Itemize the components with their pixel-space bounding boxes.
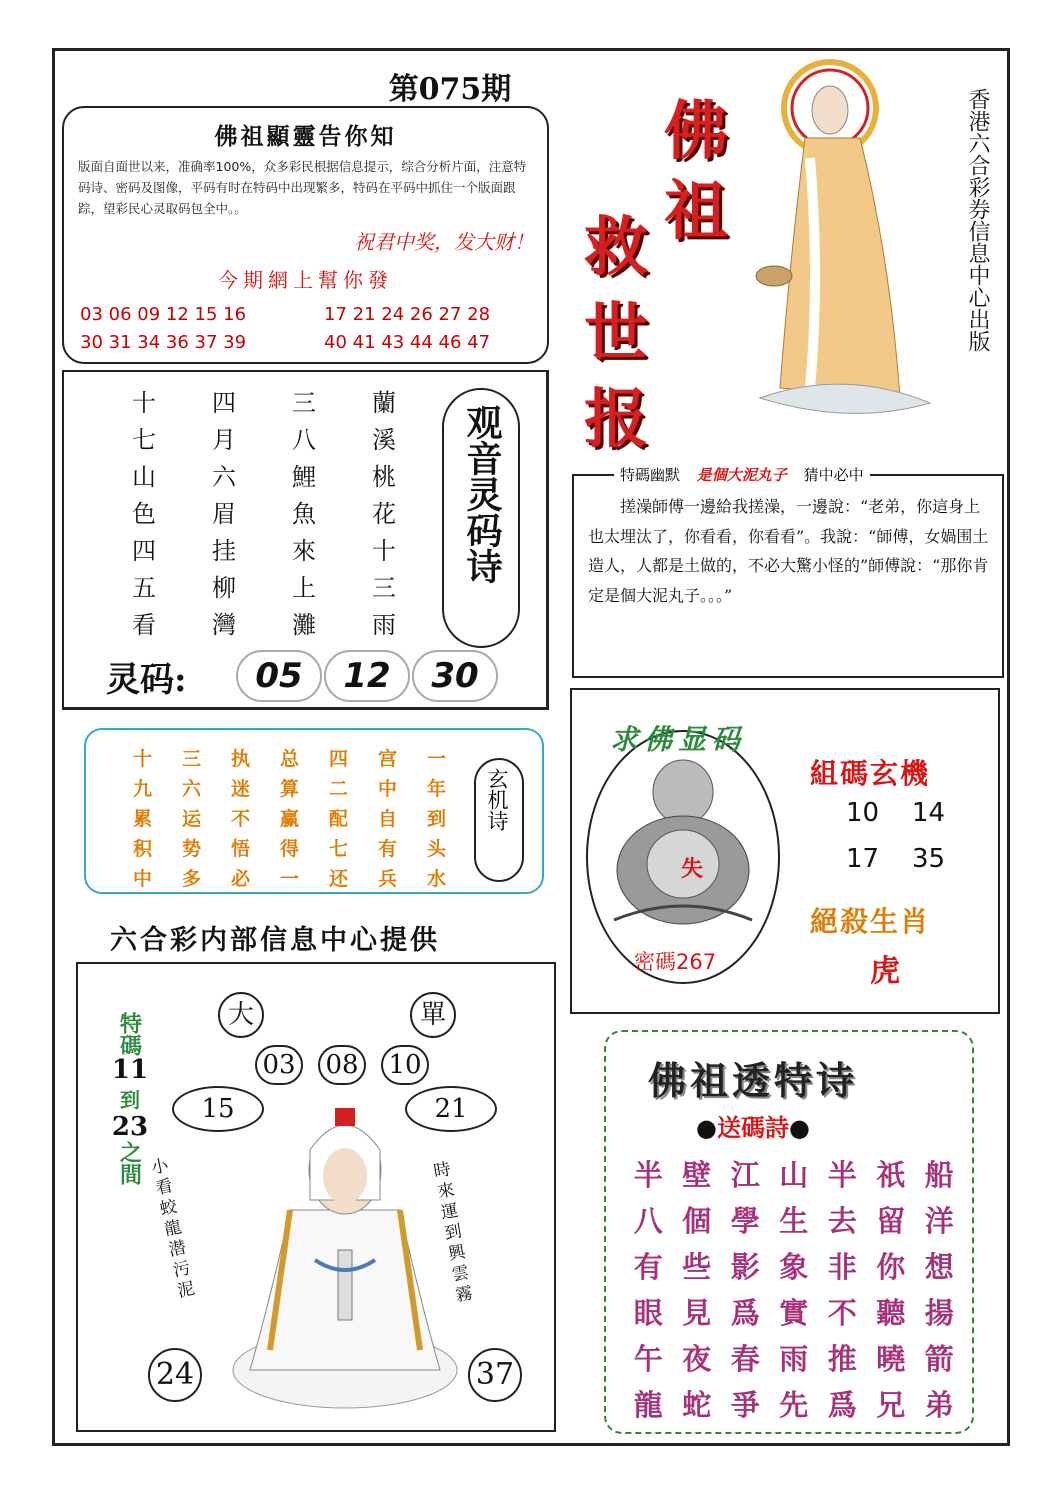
songma-title: 送碼詩 [716, 1114, 789, 1142]
poem-char: 赢 [279, 807, 299, 830]
poem-char: 桃 [372, 463, 396, 491]
guanyin-standing-image [750, 58, 940, 426]
poem-char: 八 [292, 426, 316, 454]
poem-char: 必 [230, 867, 250, 890]
poem-char: 二 [328, 777, 348, 800]
big-circle: 大 [218, 992, 264, 1038]
poem-row [118, 772, 461, 802]
poem-char: 宫 [377, 747, 397, 770]
xuanji-poem-title-oval [474, 758, 524, 882]
poem-row [118, 742, 461, 772]
zuma-number: 35 [912, 844, 946, 874]
poem-char: 午 [633, 1341, 663, 1376]
poem-char: 春 [730, 1341, 760, 1376]
poem-char: 爲 [827, 1387, 857, 1422]
masthead-char: 祖 [664, 174, 728, 249]
poem-char: 雨 [372, 611, 396, 639]
provider-line: 六合彩内部信息中心提供 [110, 925, 440, 956]
poem-row [624, 1334, 964, 1380]
poem-char: 爭 [730, 1387, 760, 1422]
poem-char: 影 [730, 1249, 760, 1284]
poem-char: 得 [279, 837, 299, 860]
poem-char: 雨 [779, 1341, 809, 1376]
poem-char: 來 [292, 537, 316, 565]
announcement-title: 佛祖顯靈告你知 [214, 123, 397, 150]
humor-answer: 是個大泥丸子 [696, 466, 787, 484]
poem-char: 七 [132, 426, 156, 454]
poem-char: 挂 [212, 537, 236, 565]
poem-char: 迷 [230, 777, 250, 800]
numbers-row1-right: 17 21 24 26 27 28 [324, 304, 491, 325]
poem-char: 配 [328, 807, 348, 830]
poem-char: 鯉 [292, 463, 316, 491]
online-help-title: 今期網上幫你發 [218, 268, 393, 292]
number-oval: 03 [255, 1045, 303, 1085]
tema-between: 之間 [116, 1141, 143, 1185]
qiufo-title: 求佛显码 [610, 723, 747, 756]
poem-char: 個 [682, 1203, 712, 1238]
poem-char: 箭 [924, 1341, 954, 1376]
poem-char: 船 [924, 1157, 954, 1192]
poem-char: 推 [827, 1341, 857, 1376]
number-oval: 08 [318, 1045, 366, 1085]
bullet-dot: ● [696, 1114, 717, 1142]
poem-char: 想 [924, 1249, 954, 1284]
poem-char: 中 [377, 777, 397, 800]
zuma-title: 組碼玄機 [810, 757, 931, 790]
poem-row [104, 456, 424, 493]
guanyin-poem-title: 观音灵码诗 [461, 404, 503, 584]
poem-char: 七 [328, 837, 348, 860]
announcement-text: 版面自面世以来，准确率100%，众多彩民根据信息提示，综合分析片面，注意特码诗、密码及图像，平码有时在特码中出现繁多，特码在平码中抓住一个版面跟踪，望彩民心灵取码包全中。。 [78, 159, 527, 216]
tema-to: 到 [120, 1088, 140, 1112]
poem-char: 象 [779, 1249, 809, 1284]
lingma-number: 30 [412, 650, 498, 702]
poem-char: 到 [426, 807, 446, 830]
poem-char: 五 [132, 574, 156, 602]
masthead-char: 报 [584, 382, 648, 457]
poem-char: 曉 [876, 1341, 906, 1376]
poem-char: 不 [827, 1295, 857, 1330]
poem-char: 爲 [730, 1295, 760, 1330]
poem-char: 一 [279, 867, 299, 890]
number-oval: 21 [405, 1086, 497, 1132]
jusha-title: 絕殺生肖 [810, 905, 931, 938]
poem-char: 色 [132, 500, 156, 528]
poem-char: 累 [132, 807, 152, 830]
poem-char: 六 [212, 463, 236, 491]
lingma-number: 05 [236, 650, 322, 702]
poem-char: 九 [132, 777, 152, 800]
numbers-row2-right: 40 41 43 44 46 47 [324, 332, 491, 353]
numbers-row1-left: 03 06 09 12 15 16 [80, 304, 247, 325]
issue-number: 第075期 [388, 72, 512, 107]
number-circle: 37 [468, 1348, 522, 1402]
poem-char: 月 [212, 426, 236, 454]
number-circle: 24 [148, 1348, 202, 1402]
poem-row [624, 1288, 964, 1334]
poem-char: 半 [633, 1157, 663, 1192]
xuanji-poem-grid [118, 742, 461, 892]
poem-char: 不 [230, 807, 250, 830]
poem-char: 夜 [682, 1341, 712, 1376]
poem-char: 眼 [633, 1295, 663, 1330]
guanyin-poem-grid [104, 382, 424, 641]
lingma-number: 12 [324, 650, 410, 702]
poem-char: 看 [132, 611, 156, 639]
laughing-buddha-image [604, 752, 762, 932]
poem-char: 生 [779, 1203, 809, 1238]
poem-row [104, 567, 424, 604]
poem-char: 灘 [292, 611, 316, 639]
poem-char: 實 [779, 1295, 809, 1330]
humor-text: 搓澡師傅一邊給我搓澡，一邊說：“老弟，你這身上也太埋汰了，你看看，你看看”。我說：“師傅，女媧围土造人，人都是土做的，不必大驚小怪的”師傅說：“那你肯定是個大泥丸子。。。” [588, 497, 989, 605]
masthead-char: 救 [584, 210, 648, 285]
poem-char: 聽 [876, 1295, 906, 1330]
poem-char: 执 [230, 747, 250, 770]
poem-char: 先 [779, 1387, 809, 1422]
poem-char: 山 [132, 463, 156, 491]
poem-char: 悟 [230, 837, 250, 860]
tema-label: 特碼 [116, 1012, 143, 1056]
poem-char: 多 [181, 867, 201, 890]
poem-char: 見 [682, 1295, 712, 1330]
poem-char: 半 [827, 1157, 857, 1192]
poem-char: 年 [426, 777, 446, 800]
guanyin-figure-image [230, 1100, 460, 1410]
poem-char: 揚 [924, 1295, 954, 1330]
poem-char: 江 [730, 1157, 760, 1192]
poem-char: 头 [426, 837, 446, 860]
poem-row [104, 530, 424, 567]
poem-row [104, 419, 424, 456]
humor-header [614, 464, 870, 485]
poem-row [104, 604, 424, 641]
zuma-number: 10 [846, 798, 880, 828]
xuanji-poem-title: 玄机诗 [485, 768, 509, 831]
poem-char: 自 [377, 807, 397, 830]
poem-char: 蛇 [682, 1387, 712, 1422]
poem-char: 祇 [876, 1157, 906, 1192]
poem-row [104, 493, 424, 530]
poem-char: 十 [132, 389, 156, 417]
poem-char: 山 [779, 1157, 809, 1192]
mima: 密碼267 [634, 950, 717, 974]
poem-char: 學 [730, 1203, 760, 1238]
poem-char: 三 [181, 747, 201, 770]
poem-char: 三 [372, 574, 396, 602]
poem-char: 蘭 [372, 389, 396, 417]
poem-char: 十 [132, 747, 152, 770]
poem-char: 魚 [292, 500, 316, 528]
poem-char: 花 [372, 500, 396, 528]
zuma-number: 17 [846, 844, 880, 874]
poem-char: 四 [212, 389, 236, 417]
songma-title-wrap [696, 1108, 810, 1143]
poem-char: 弟 [924, 1387, 954, 1422]
poem-char: 兵 [377, 867, 397, 890]
poem-char: 八 [633, 1203, 663, 1238]
poem-char: 非 [827, 1249, 857, 1284]
zuma-number: 14 [912, 798, 946, 828]
belly-char: 失 [681, 857, 704, 882]
numbers-row2-left: 30 31 34 36 37 39 [80, 332, 247, 353]
right-poem: 時來運到興雲霧 [428, 1159, 474, 1308]
poem-row [624, 1380, 964, 1426]
poem-char: 壁 [682, 1157, 712, 1192]
poem-char: 积 [132, 837, 152, 860]
poem-char: 溪 [372, 426, 396, 454]
poem-char: 四 [328, 747, 348, 770]
tete-poem-grid [624, 1150, 964, 1426]
announcement-box [62, 106, 549, 364]
publisher-vertical: 香港六合彩券信息中心出版 [965, 88, 990, 352]
poem-char: 兄 [876, 1387, 906, 1422]
poem-char: 眉 [212, 500, 236, 528]
left-poem: 小看蛟龍潜污泥 [145, 1155, 196, 1304]
number-oval: 10 [381, 1045, 429, 1085]
single-circle: 單 [410, 992, 456, 1038]
poem-char: 四 [132, 537, 156, 565]
poem-char: 有 [633, 1249, 663, 1284]
poem-row [624, 1242, 964, 1288]
tete-poem-title: 佛祖透特诗 [648, 1058, 859, 1103]
number-oval: 15 [172, 1086, 264, 1132]
humor-box [572, 466, 1004, 678]
poem-row [624, 1150, 964, 1196]
poem-char: 上 [292, 574, 316, 602]
poem-char: 灣 [212, 611, 236, 639]
poem-row [118, 832, 461, 862]
bullet-dot: ● [788, 1114, 810, 1142]
poem-row [118, 802, 461, 832]
poem-char: 留 [876, 1203, 906, 1238]
poem-char: 总 [279, 747, 299, 770]
poem-row [624, 1196, 964, 1242]
poem-char: 你 [876, 1249, 906, 1284]
masthead-char: 佛 [664, 94, 728, 169]
masthead-char: 世 [584, 296, 648, 371]
tema-high: 23 [111, 1112, 149, 1142]
humor-hint: 猜中必中 [803, 466, 864, 484]
jusha-zodiac: 虎 [870, 954, 900, 989]
poem-char: 水 [426, 867, 446, 890]
poem-char: 洋 [924, 1203, 954, 1238]
wish-text: 祝君中奖，发大财！ [354, 230, 534, 254]
poem-char: 三 [292, 389, 316, 417]
poem-char: 算 [279, 777, 299, 800]
lingma-label: 灵码: [106, 660, 187, 700]
poem-char: 一 [426, 747, 446, 770]
poem-char: 六 [181, 777, 201, 800]
poem-char: 龍 [633, 1387, 663, 1422]
poem-char: 去 [827, 1203, 857, 1238]
tema-low: 11 [111, 1055, 149, 1085]
guanyin-poem-title-oval [442, 388, 520, 648]
poem-char: 有 [377, 837, 397, 860]
poem-char: 柳 [212, 574, 236, 602]
poem-char: 运 [181, 807, 201, 830]
humor-label: 特碼幽默 [620, 466, 681, 484]
poem-char: 些 [682, 1249, 712, 1284]
poem-char: 势 [181, 837, 201, 860]
poem-char: 十 [372, 537, 396, 565]
poem-row [104, 382, 424, 419]
poem-row [118, 862, 461, 892]
poem-char: 中 [132, 867, 152, 890]
poem-char: 还 [328, 867, 348, 890]
